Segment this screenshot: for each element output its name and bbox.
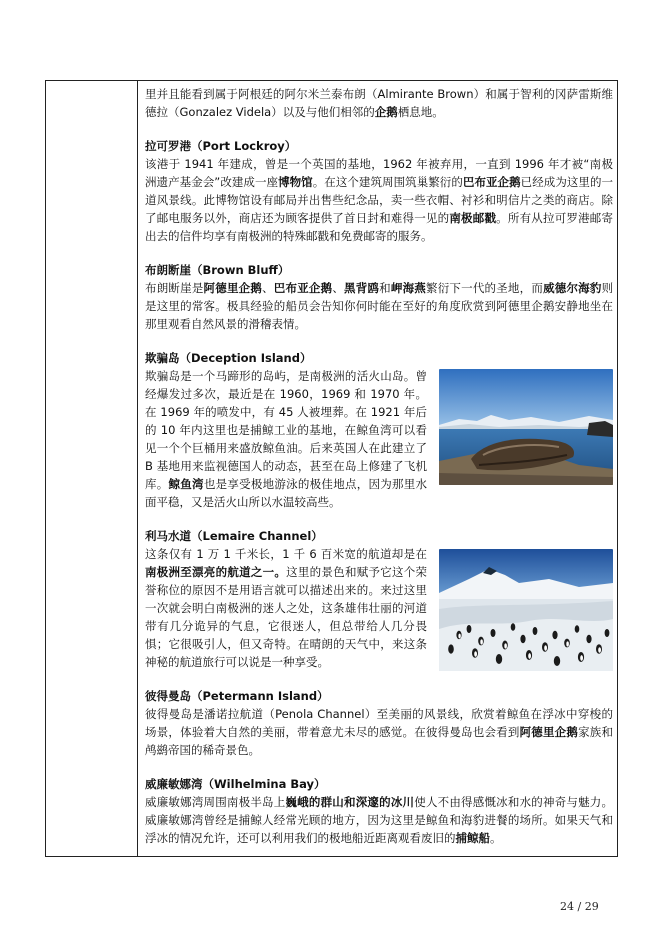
lemaire-paragraph	[145, 545, 427, 671]
deception-island-photo	[439, 369, 613, 485]
deception-bold: 鲸鱼湾	[168, 477, 204, 491]
deception-text: 也是享受极地游泳的极佳地点，因为那里水面平稳，又是活火山所以水温较高些。	[145, 477, 428, 509]
lockroy-text: 该港于 1941 年建成，曾是一个英国的基地，1962 年被弃用，一直到 1996 年才被“南极洲遗产基金会”改建成一座	[145, 157, 613, 189]
wilhelmina-heading: 威廉敏娜湾（Wilhelmina Bay）	[145, 777, 326, 791]
lemaire-bold: 南极洲至漂亮的航道之一。	[145, 565, 287, 579]
lockroy-text: 已经成为这里的一道风景线。此博物馆设有邮局并出售些纪念品，卖一些衣帽、衬衫和明信片之类的商店。除了邮电服务以外，商店还为顾客提供了首日封和难得一见的	[145, 175, 614, 225]
wilhelmina-bold: 巍峨的群山和深邃的冰川	[285, 795, 415, 809]
intro-text: 里并且能看到属于阿根廷的阿尔米兰泰布朗（Almirante Brown）和属于智利的冈萨雷斯维德拉（Gonzalez Videla）以及与他们相邻的	[145, 87, 613, 119]
lockroy-bold-postmark: 南极邮戳	[449, 211, 497, 225]
content-table	[45, 80, 618, 857]
brown-section	[145, 261, 613, 333]
wilhelmina-text: 。	[490, 831, 502, 845]
petermann-paragraph	[145, 705, 613, 759]
lemaire-text: 这里的景色和赋予它这个荣誉称位的原因不是用语言就可以描述出来的。来过这里一次就会明白南极洲的迷人之处，这条雄伟壮丽的河道带有几分诡异的气息，它很迷人，但总带给人几分畏惧；它很吸引人，但又奇特。在晴朗的天气中，来这条神秘的航道旅行可以说是一种享受。	[145, 565, 428, 669]
brown-bold: 岬海燕	[390, 281, 426, 295]
wilhelmina-paragraph	[145, 793, 613, 847]
brown-paragraph	[145, 279, 613, 333]
brown-bold: 威德尔海豹	[543, 281, 602, 295]
deception-section	[145, 349, 613, 511]
deception-text: 欺骗岛是一个马蹄形的岛屿，是南极洲的活火山岛。曾经爆发过多次，最近是在 1960，1969 和 1970 年。在 1969 年的喷发中，有 45 人被埋葬。在 1921 年后的 10 年内这里也是捕鲸工业的基地，在鲸鱼湾可以看见一个个巨桶用来盛放鲸鱼油。后来英国人在此建立了 B 基地用来监视德国人的动态，甚至在岛上修建了飞机库。	[145, 369, 427, 491]
wilhelmina-text: 使人不由得感慨冰和水的神奇与魅力。威廉敏娜湾曾经是捕鲸人经常光顾的地方，因为这里是鲸鱼和海豹进餐的场所。如果天气和浮冰的情况允许，还可以利用我们的极地船近距离观看废旧的	[145, 795, 614, 845]
brown-heading: 布朗断崖（Brown Bluff）	[145, 263, 290, 277]
intro-section	[145, 85, 613, 121]
brown-text: 、	[262, 281, 274, 295]
lockroy-text: 。所有从拉可罗港邮寄出去的信件均享有南极洲的特殊邮戳和免费邮寄的服务。	[145, 211, 614, 243]
lockroy-bold-museum: 博物馆	[278, 175, 313, 189]
lemaire-text: 这条仅有 1 万 1 千米长，1 千 6 百米宽的航道却是在	[145, 547, 427, 561]
petermann-section	[145, 687, 613, 759]
brown-text: 繁衍下一代的圣地，而	[426, 281, 544, 295]
empty-left-column	[46, 81, 138, 856]
brown-text: 布朗断崖是	[145, 281, 204, 295]
lockroy-text: 。在这个建筑周围筑巢繁衍的	[312, 175, 463, 189]
lockroy-section	[145, 137, 613, 245]
brown-bold: 阿德里企鹅	[203, 281, 263, 295]
lemaire-heading: 利马水道（Lemaire Channel）	[145, 529, 323, 543]
petermann-heading: 彼得曼岛（Petermann Island）	[145, 689, 329, 703]
brown-text: 、	[332, 281, 345, 295]
lockroy-paragraph	[145, 155, 613, 245]
brown-text: 则是这里的常客。极具经验的船员会告知你何时能在至好的角度欣赏到阿德里企鹅安静地坐在那里观看自然风景的滑稽表情。	[145, 281, 614, 331]
deception-paragraph	[145, 367, 427, 511]
intro-paragraph	[145, 85, 613, 121]
brown-bold: 巴布亚企鹅	[273, 281, 333, 295]
page-number: 24 / 29	[560, 900, 599, 913]
lockroy-heading: 拉可罗港（Port Lockroy）	[145, 139, 297, 153]
lockroy-bold-gentoo: 巴布亚企鹅	[462, 175, 521, 189]
content-column	[145, 85, 613, 847]
wilhelmina-text: 威廉敏娜湾周围南极半岛上	[145, 795, 286, 809]
wilhelmina-section	[145, 775, 613, 847]
intro-bold: 企鹅	[374, 105, 398, 119]
brown-text: 和	[379, 281, 391, 295]
brown-bold: 黑背鸥	[344, 281, 380, 295]
petermann-text: 家族和鸬鹚帝国的稀奇景色。	[145, 725, 614, 757]
intro-text-end: 栖息地。	[397, 105, 444, 119]
lemaire-section	[145, 527, 613, 671]
deception-heading: 欺骗岛（Deception Island）	[145, 351, 312, 365]
wilhelmina-bold: 捕鲸船	[455, 831, 490, 845]
penguin-colony-photo	[439, 549, 613, 671]
petermann-text: 彼得曼岛是潘诺拉航道（Penola Channel）至美丽的风景线，欣赏着鲸鱼在浮冰中穿梭的场景，体验着大自然的美丽，带着意尤未尽的感觉。在彼得曼岛也会看到	[145, 707, 613, 739]
petermann-bold: 阿德里企鹅	[519, 725, 579, 739]
